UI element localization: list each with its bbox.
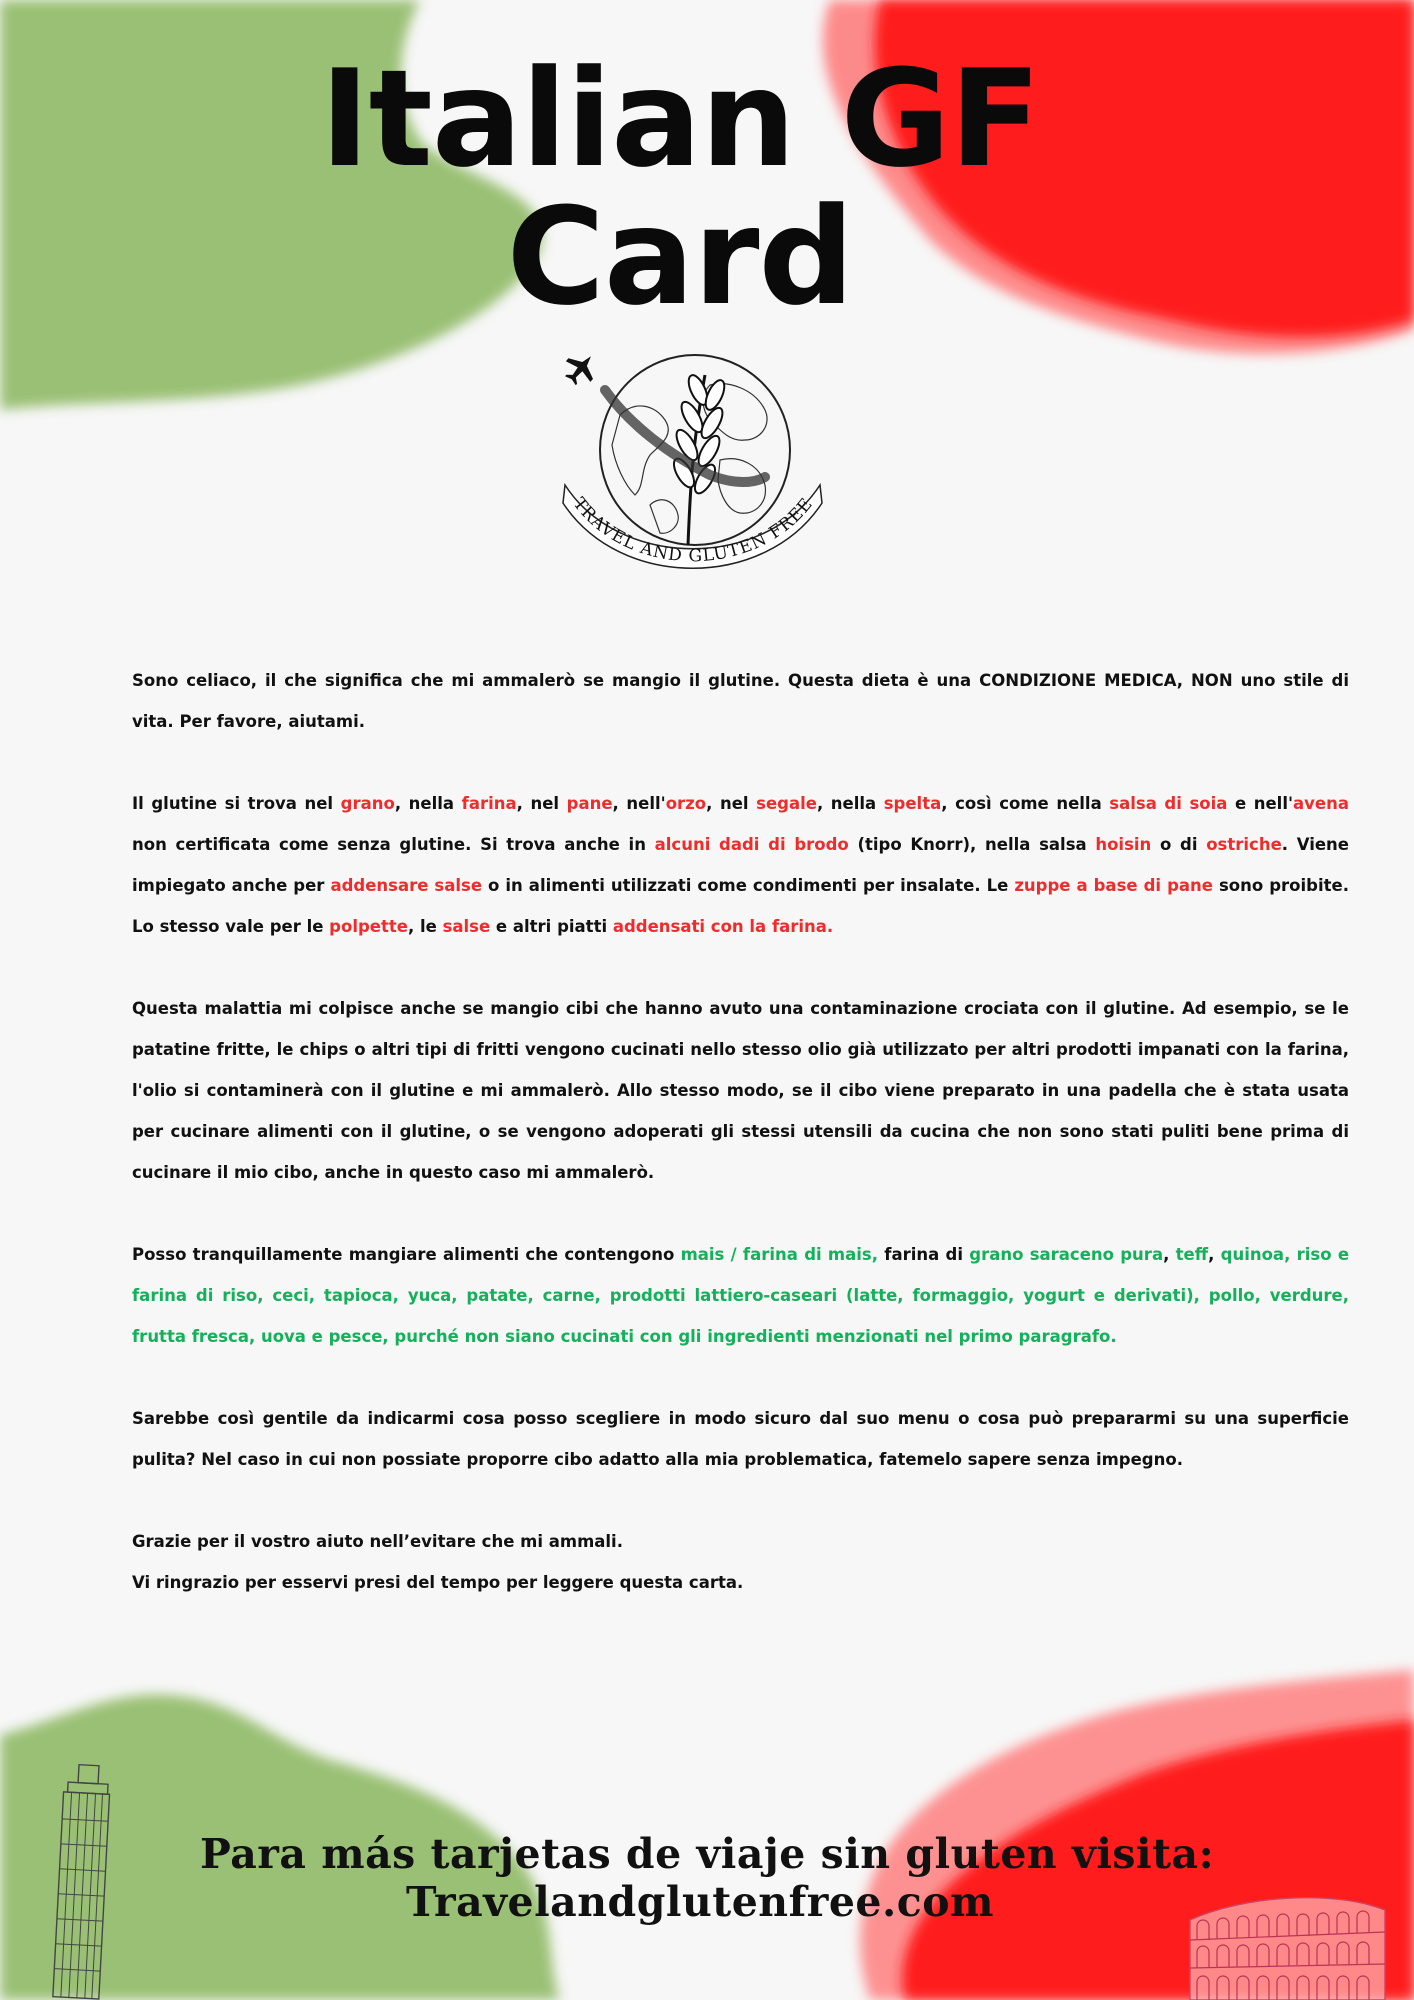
colosseum-icon xyxy=(1185,1880,1390,2000)
gluten-ingredient: pane xyxy=(566,794,613,813)
text-segment: Il glutine si trova nel xyxy=(132,794,341,813)
footer-promo xyxy=(200,1830,1215,1926)
text-segment: , nella xyxy=(394,794,462,813)
card-content xyxy=(132,660,1349,1603)
gluten-ingredient: hoisin xyxy=(1095,835,1152,854)
title-line-2: Card xyxy=(506,179,854,335)
text-segment: o di xyxy=(1151,835,1207,854)
gluten-sources-paragraph xyxy=(132,783,1349,947)
closing-line: Vi ringrazio per esservi presi del tempo per leggere questa carta. xyxy=(132,1573,744,1592)
text-segment: , xyxy=(1208,1245,1221,1264)
text-segment: , nell' xyxy=(612,794,666,813)
svg-text:TRAVEL AND GLUTEN FREE: TRAVEL AND GLUTEN FREE xyxy=(568,493,818,567)
leaning-tower-of-pisa-icon xyxy=(45,1760,120,2000)
intro-paragraph: Sono celiaco, il che significa che mi ammalerò se mangio il glutine. Questa dieta è una CONDIZIONE MEDICA, NON uno stile di vita. Per favore, aiutami. xyxy=(132,671,1349,731)
text-segment: Posso tranquillamente mangiare alimenti che contengono xyxy=(132,1245,681,1264)
globe-wheat-plane-logo xyxy=(560,345,825,595)
request-paragraph: Sarebbe così gentile da indicarmi cosa posso scegliere in modo sicuro dal suo menu o cosa può prepararmi su una superficie pulita? Nel caso in cui non possiate proporre cibo adatto alla mia problematica, fatemelo sapere senza impegno. xyxy=(132,1409,1349,1469)
text-segment: farina di xyxy=(878,1245,970,1264)
footer-website-link[interactable]: Travelandglutenfree.com xyxy=(406,1878,994,1926)
gluten-ingredient: addensati con la farina. xyxy=(612,917,834,936)
gluten-ingredient: addensare salse xyxy=(330,876,483,895)
text-segment: (tipo Knorr), nella salsa xyxy=(848,835,1096,854)
cross-contamination-paragraph: Questa malattia mi colpisce anche se mangio cibi che hanno avuto una contaminazione crociata con il glutine. Ad esempio, se le patatine fritte, le chips o altri tipi di fritti vengono cucinati nello stesso olio già utilizzato per altri prodotti impanati con la farina, l'olio si contaminerà con il glutine e mi ammalerò. Allo stesso modo, se il cibo viene preparato in una padella che è stata usata per cucinare alimenti con il glutine, o se vengono adoperati gli stessi utensili da cucina che non sono stati puliti bene prima di cucinare il mio cibo, anche in questo caso mi ammalerò. xyxy=(132,999,1349,1182)
safe-ingredient: grano saraceno pura xyxy=(969,1245,1164,1264)
gluten-ingredient: spelta xyxy=(883,794,942,813)
text-segment: , nel xyxy=(706,794,757,813)
thanks-line: Grazie per il vostro aiuto nell’evitare che mi ammali. xyxy=(132,1532,623,1551)
text-segment: . Viene impiegato anche per xyxy=(132,835,1349,895)
text-segment: e altri piatti xyxy=(490,917,613,936)
gluten-ingredient: farina xyxy=(461,794,517,813)
text-segment: o in alimenti utilizzati come condimenti per insalate. Le xyxy=(482,876,1015,895)
text-segment: non certificata come senza glutine. Si trova anche in xyxy=(132,835,655,854)
safe-ingredient: teff xyxy=(1175,1245,1209,1264)
text-segment: , nella xyxy=(816,794,884,813)
page-title xyxy=(270,41,1090,335)
footer-line-1: Para más tarjetas de viaje sin gluten visita: xyxy=(200,1830,1215,1878)
text-segment: , nel xyxy=(516,794,567,813)
gluten-ingredient: avena xyxy=(1293,794,1350,813)
gluten-ingredient: polpette xyxy=(329,917,408,936)
gluten-ingredient: grano xyxy=(340,794,395,813)
safe-foods-paragraph xyxy=(132,1234,1349,1357)
title-line-1: Italian GF xyxy=(319,41,1041,197)
text-segment: sono proibite. Lo stesso vale per le xyxy=(132,876,1349,936)
gluten-ingredient: alcuni dadi di brodo xyxy=(654,835,849,854)
gluten-ingredient: salse xyxy=(442,917,491,936)
gluten-ingredient: ostriche xyxy=(1206,835,1282,854)
gluten-ingredient: zuppe a base di pane xyxy=(1014,876,1213,895)
gluten-ingredient: orzo xyxy=(665,794,707,813)
text-segment: , xyxy=(1163,1245,1176,1264)
gluten-ingredient: segale xyxy=(756,794,817,813)
text-segment: , così come nella xyxy=(941,794,1110,813)
text-segment: e nell' xyxy=(1227,794,1294,813)
gluten-ingredient: salsa di soia xyxy=(1109,794,1228,813)
safe-ingredient: mais / farina di mais, xyxy=(680,1245,878,1264)
safe-ingredient: quinoa, riso e farina di riso, ceci, tapioca, yuca, patate, carne, prodotti lattiero-caseari (latte, formaggio, yogurt e derivati), pollo, verdure, frutta fresca, uova e pesce, purché non siano cucinati con gli ingredienti menzionati nel primo paragrafo. xyxy=(132,1245,1350,1346)
text-segment: , le xyxy=(407,917,443,936)
